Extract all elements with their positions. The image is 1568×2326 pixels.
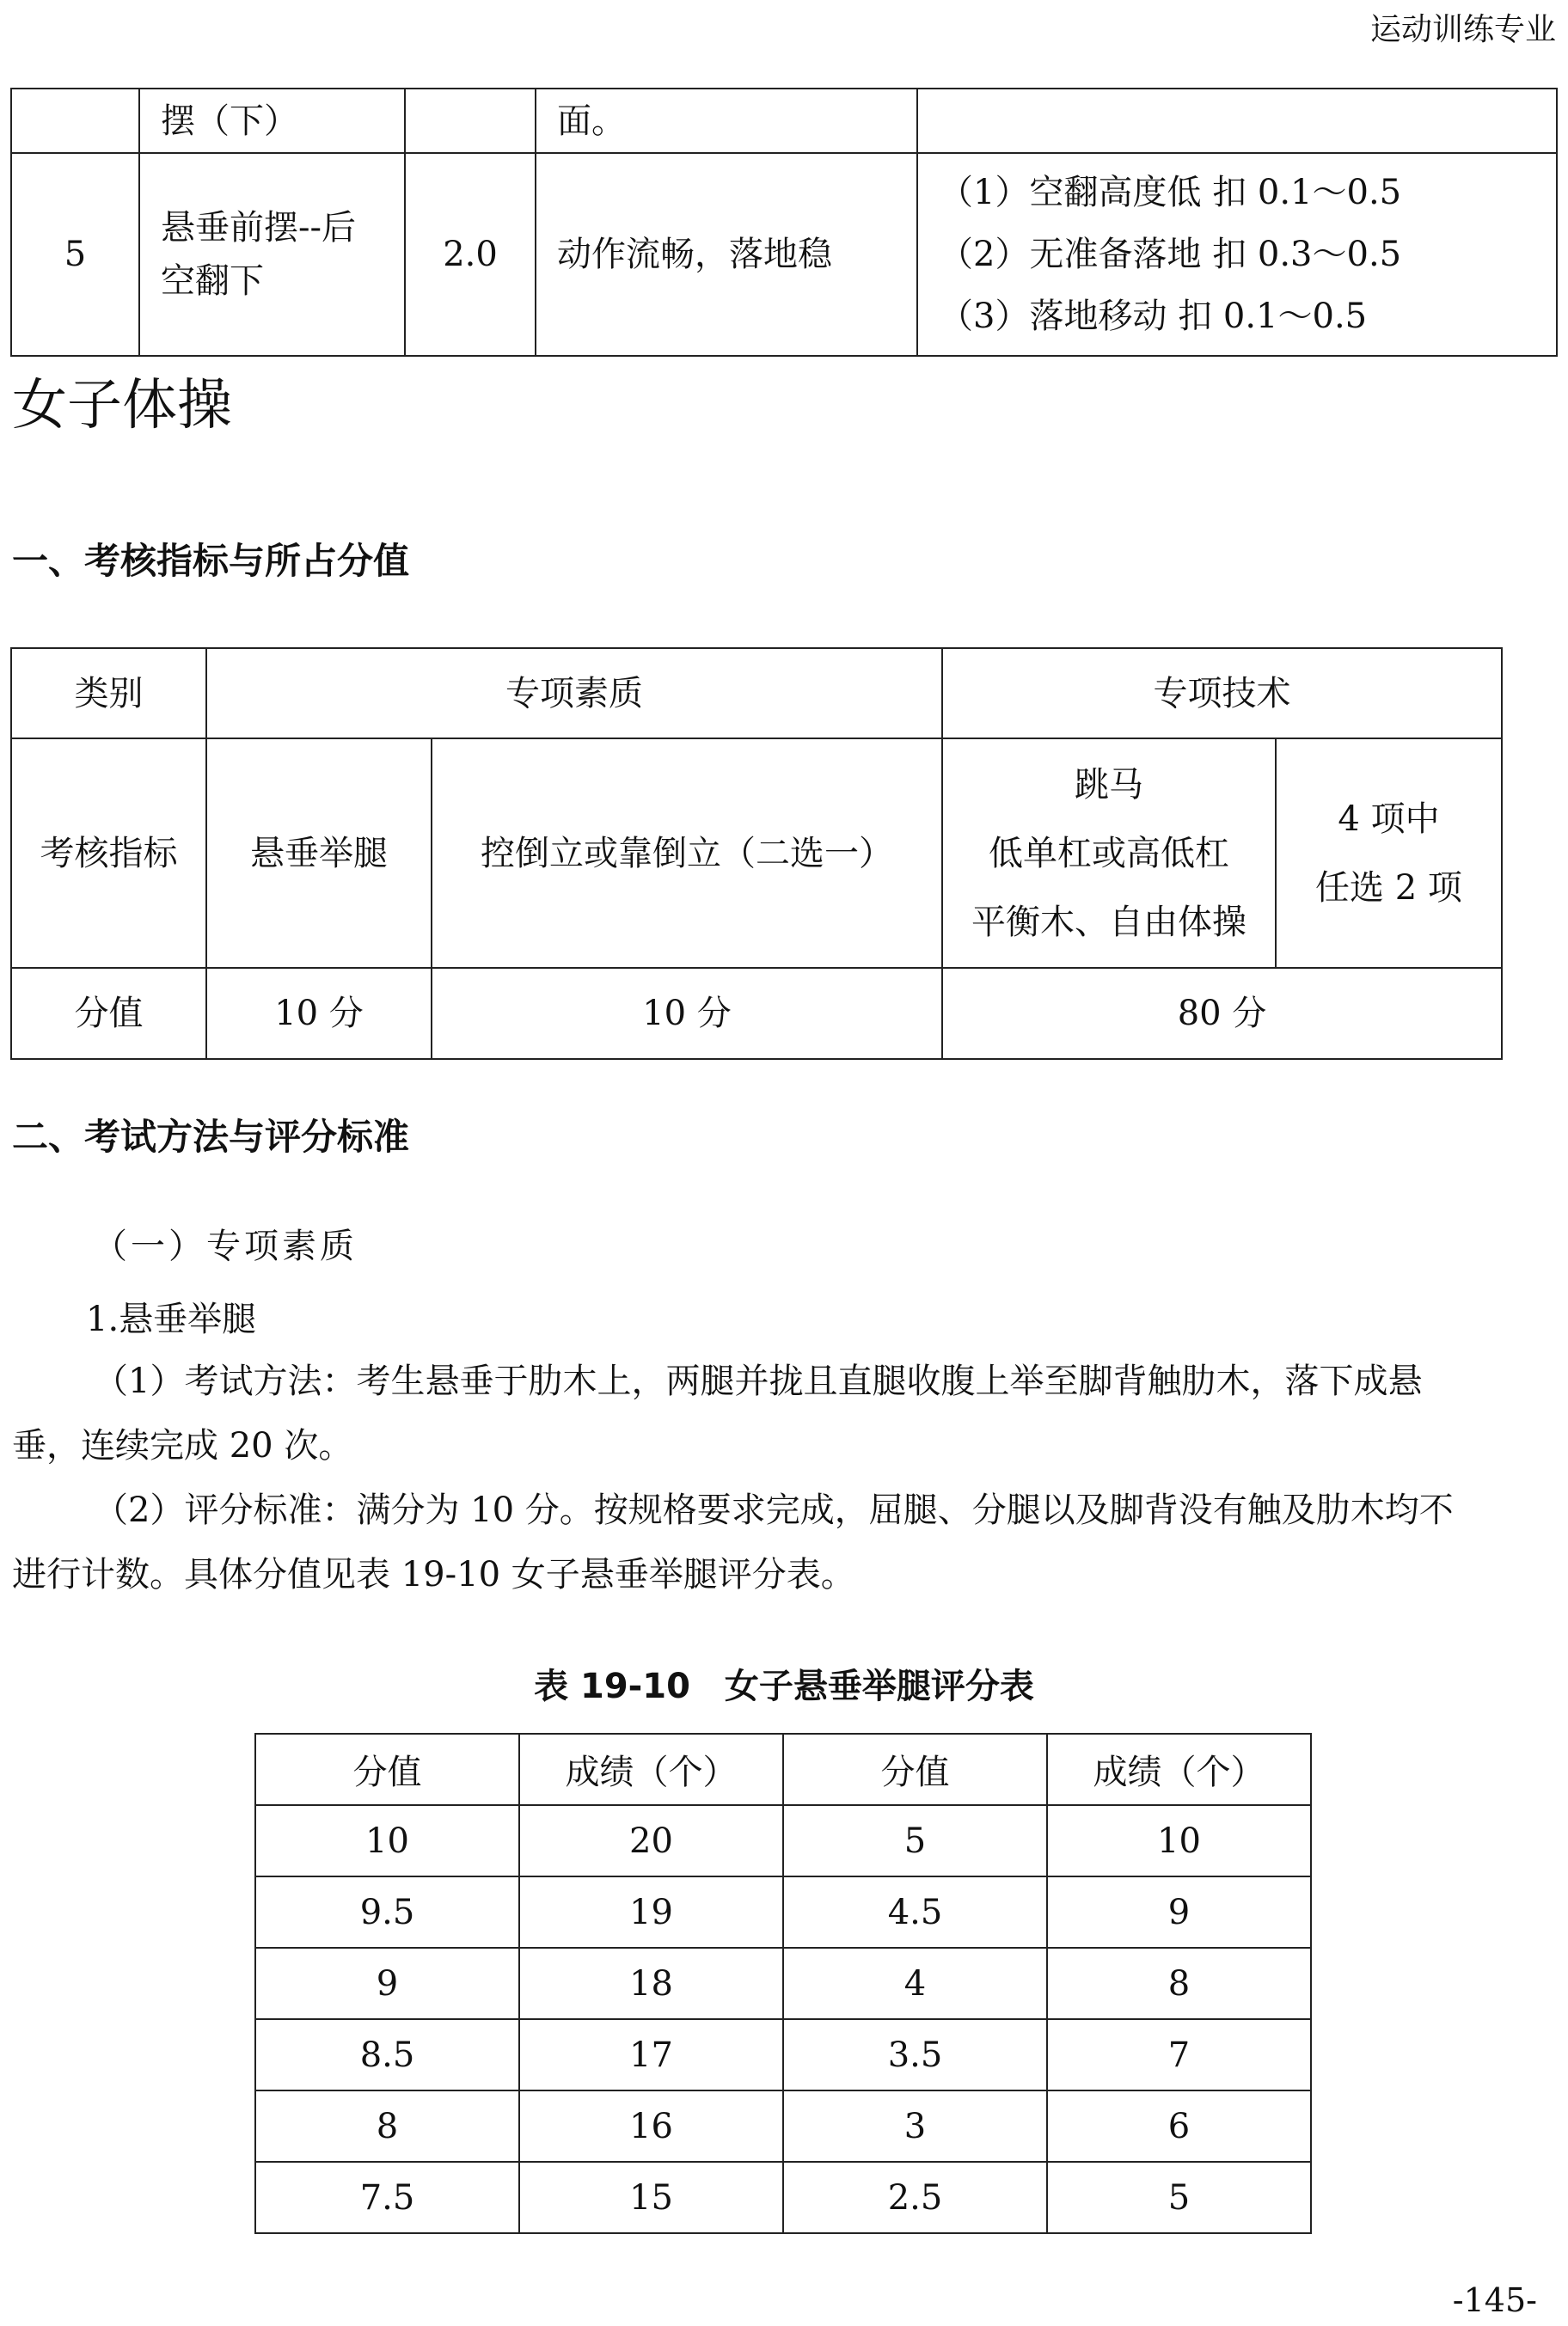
item-title: 1.悬垂举腿 (86, 1300, 257, 1339)
deduction-line: （2）无准备落地 扣 0.3～0.5 (939, 235, 1402, 274)
section-title: 女子体操 (12, 374, 232, 438)
table-row (255, 2090, 1311, 2162)
table-cell (405, 89, 536, 153)
heading-two: 二、考试方法与评分标准 (12, 1116, 410, 1158)
cell-line: 悬垂前摆--后 (161, 208, 357, 248)
table-cell: 7 (1047, 2019, 1311, 2090)
table-cell: 控倒立或靠倒立（二选一） (432, 738, 942, 968)
table-cell: 4 (783, 1948, 1047, 2019)
table-cell: 5 (1047, 2162, 1311, 2233)
table-cell: 4.5 (783, 1876, 1047, 1948)
heading-one: 一、考核指标与所占分值 (12, 540, 410, 582)
page-header: 运动训练专业 (1369, 12, 1556, 47)
table-row (255, 2162, 1311, 2233)
table-cell: 10 (1047, 1805, 1311, 1876)
cell-line: 空翻下 (161, 261, 264, 301)
table-cell: 7.5 (255, 2162, 519, 2233)
column-header: 成绩（个） (519, 1734, 783, 1805)
table-cell: 8.5 (255, 2019, 519, 2090)
table-cell: 18 (519, 1948, 783, 2019)
table-cell: 2.5 (783, 2162, 1047, 2233)
top-table (10, 88, 1558, 357)
paragraph-standard (12, 1478, 1555, 1607)
table-caption: 表 19-10 女子悬垂举腿评分表 (534, 1667, 1034, 1706)
table-cell: 面。 (536, 89, 917, 153)
table-cell: 3.5 (783, 2019, 1047, 2090)
deduction-line: （1）空翻高度低 扣 0.1～0.5 (939, 173, 1402, 212)
table-cell: 16 (519, 2090, 783, 2162)
tech-item: 跳马 (1075, 764, 1143, 805)
table-cell: 10 分 (432, 968, 942, 1059)
score-table (254, 1733, 1312, 2234)
table-cell (11, 89, 139, 153)
table-cell: 摆（下） (139, 89, 405, 153)
cell-line: 4 项中 (1338, 799, 1440, 839)
table-row (255, 1805, 1311, 1876)
table-cell: 3 (783, 2090, 1047, 2162)
table-cell: 动作流畅，落地稳 (536, 153, 917, 356)
table-cell: 考核指标 (11, 738, 206, 968)
table-cell: 9.5 (255, 1876, 519, 1948)
table-row (255, 1948, 1311, 2019)
table-row (11, 968, 1502, 1059)
table-cell: 17 (519, 2019, 783, 2090)
table-row (255, 1876, 1311, 1948)
table-cell (139, 153, 405, 356)
table-cell: 9 (1047, 1876, 1311, 1948)
table-cell: 10 分 (206, 968, 432, 1059)
paragraph-method (12, 1350, 1555, 1478)
table-cell: 8 (255, 2090, 519, 2162)
table-cell: 80 分 (942, 968, 1502, 1059)
table-row (11, 153, 1557, 356)
table-cell (942, 738, 1276, 968)
table-row (11, 89, 1557, 153)
table-cell: 5 (11, 153, 139, 356)
table-cell: 15 (519, 2162, 783, 2233)
column-header: 成绩（个） (1047, 1734, 1311, 1805)
table-cell (1276, 738, 1502, 968)
table-cell: 19 (519, 1876, 783, 1948)
table-cell: 6 (1047, 2090, 1311, 2162)
table-cell (917, 89, 1557, 153)
table-cell: 悬垂举腿 (206, 738, 432, 968)
table-cell: 类别 (11, 648, 206, 738)
text-line: 进行计数。具体分值见表 19-10 女子悬垂举腿评分表。 (12, 1555, 855, 1595)
table-cell: 8 (1047, 1948, 1311, 2019)
table-cell: 2.0 (405, 153, 536, 356)
table-cell: 20 (519, 1805, 783, 1876)
indicator-table (10, 647, 1503, 1060)
table-cell: 9 (255, 1948, 519, 2019)
text-line: 垂，连续完成 20 次。 (12, 1426, 353, 1466)
text-line: （2）评分标准：满分为 10 分。按规格要求完成，屈腿、分腿以及脚背没有触及肋木均不 (94, 1490, 1454, 1530)
text-line: （1）考试方法：考生悬垂于肋木上，两腿并拢且直腿收腹上举至脚背触肋木，落下成悬 (94, 1362, 1423, 1401)
table-cell: 分值 (11, 968, 206, 1059)
table-cell: 10 (255, 1805, 519, 1876)
column-header: 分值 (783, 1734, 1047, 1805)
table-row (255, 2019, 1311, 2090)
table-row (11, 738, 1502, 968)
tech-item: 平衡木、自由体操 (971, 902, 1246, 942)
table-cell (917, 153, 1557, 356)
table-cell: 5 (783, 1805, 1047, 1876)
column-header: 分值 (255, 1734, 519, 1805)
page-number: -145- (1452, 2281, 1537, 2319)
sub-heading: （一）专项素质 (93, 1227, 358, 1266)
table-row (11, 648, 1502, 738)
deduction-line: （3）落地移动 扣 0.1～0.5 (939, 297, 1368, 336)
cell-line: 任选 2 项 (1315, 867, 1462, 908)
tech-item: 低单杠或高低杠 (989, 833, 1229, 873)
table-cell: 专项素质 (206, 648, 942, 738)
table-header-row (255, 1734, 1311, 1805)
table-cell: 专项技术 (942, 648, 1502, 738)
